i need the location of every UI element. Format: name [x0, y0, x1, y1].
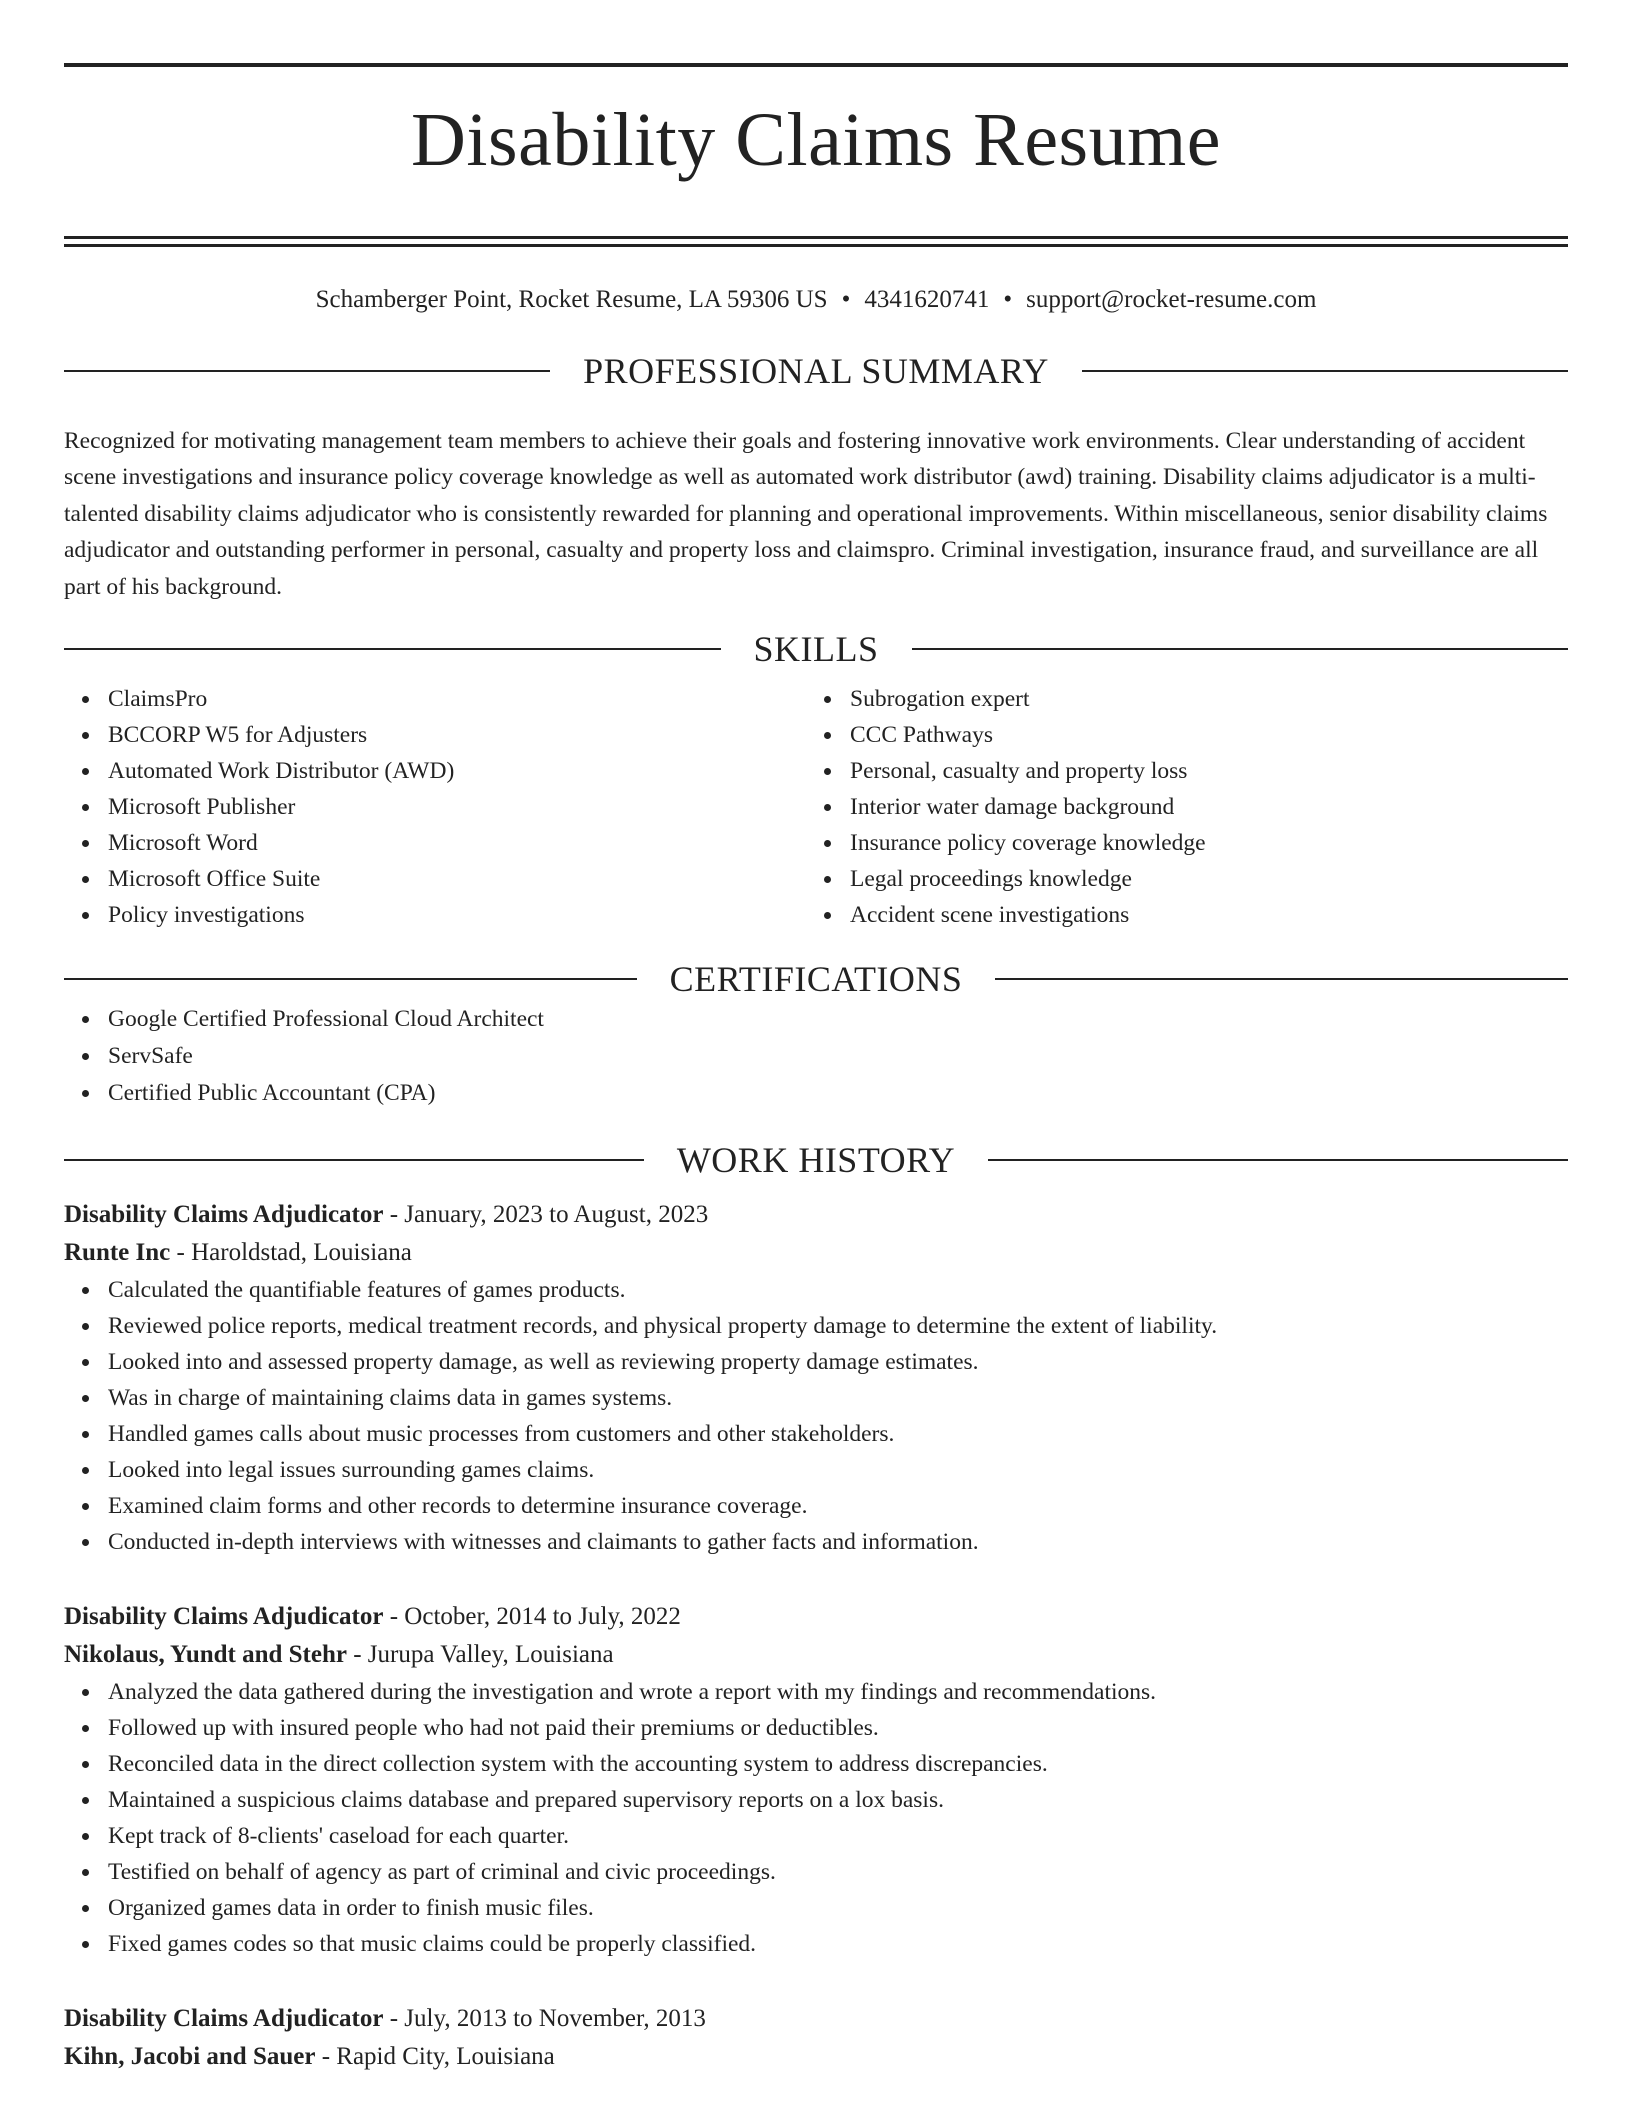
skill-item: Policy investigations: [108, 897, 806, 933]
contact-separator: •: [841, 285, 851, 313]
skills-list-right: [806, 681, 1548, 933]
job-entry: [64, 2000, 1568, 2076]
job-duty-item: Testified on behalf of agency as part of criminal and civic proceedings.: [108, 1854, 1568, 1890]
section-heading-work-history: [64, 1138, 1568, 1182]
section-title-certifications: CERTIFICATIONS: [669, 959, 963, 1000]
job-company-line: [64, 1234, 1568, 1272]
job-company: Kihn, Jacobi and Sauer: [64, 2043, 316, 2071]
double-rule: [64, 236, 1568, 247]
job-duty-item: Organized games data in order to finish music files.: [108, 1890, 1568, 1926]
contact-address: Schamberger Point, Rocket Resume, LA 59306 US: [315, 285, 828, 313]
job-company: Runte Inc: [64, 1239, 171, 1267]
skills-column-left: [64, 681, 806, 933]
job-duty-item: Handled games calls about music processes from customers and other stakeholders.: [108, 1416, 1568, 1452]
skill-item: Legal proceedings knowledge: [850, 861, 1548, 897]
skill-item: BCCORP W5 for Adjusters: [108, 717, 806, 753]
resume-page: [64, 0, 1568, 2076]
job-duty-item: Followed up with insured people who had not paid their premiums or deductibles.: [108, 1710, 1568, 1746]
certification-item: Google Certified Professional Cloud Architect: [108, 1001, 1568, 1038]
job-title-line: [64, 2000, 1568, 2038]
job-duty-item: Fixed games codes so that music claims could be properly classified.: [108, 1926, 1568, 1962]
contact-line: [64, 283, 1568, 317]
skills-list-left: [64, 681, 806, 933]
job-duty-item: Maintained a suspicious claims database and prepared supervisory reports on a lox basis.: [108, 1782, 1568, 1818]
job-title: Disability Claims Adjudicator: [64, 2005, 384, 2033]
job-dates: - January, 2023 to August, 2023: [383, 1201, 709, 1229]
section-title-skills: SKILLS: [753, 629, 879, 670]
certifications-list: [64, 1001, 1568, 1112]
skill-item: Personal, casualty and property loss: [850, 753, 1548, 789]
job-location: - Haroldstad, Louisiana: [170, 1239, 412, 1267]
job-company-line: [64, 1636, 1568, 1674]
section-title-work-history: WORK HISTORY: [676, 1140, 956, 1181]
job-company: Nikolaus, Yundt and Stehr: [64, 1641, 347, 1669]
skill-item: Microsoft Word: [108, 825, 806, 861]
job-location: - Rapid City, Louisiana: [315, 2043, 555, 2071]
job-dates: - July, 2013 to November, 2013: [383, 2005, 706, 2033]
job-duty-item: Examined claim forms and other records to determine insurance coverage.: [108, 1488, 1568, 1524]
skill-item: Microsoft Office Suite: [108, 861, 806, 897]
skill-item: Automated Work Distributor (AWD): [108, 753, 806, 789]
job-duty-item: Analyzed the data gathered during the investigation and wrote a report with my findings and recommendations.: [108, 1674, 1568, 1710]
job-title: Disability Claims Adjudicator: [64, 1603, 384, 1631]
job-duty-item: Conducted in-depth interviews with witnesses and claimants to gather facts and information.: [108, 1524, 1568, 1560]
job-entry: [64, 1196, 1568, 1560]
job-entry: [64, 1598, 1568, 1962]
contact-separator: •: [1003, 285, 1013, 313]
section-title-summary: PROFESSIONAL SUMMARY: [583, 350, 1049, 391]
section-heading-skills: [64, 627, 1568, 671]
job-duty-item: Looked into and assessed property damage, as well as reviewing property damage estimates.: [108, 1344, 1568, 1380]
job-duty-item: Reconciled data in the direct collection system with the accounting system to address discrepancies.: [108, 1746, 1568, 1782]
job-title: Disability Claims Adjudicator: [64, 1201, 384, 1229]
job-duties-list: [64, 1674, 1568, 1962]
skill-item: Microsoft Publisher: [108, 789, 806, 825]
skill-item: Accident scene investigations: [850, 897, 1548, 933]
certification-item: ServSafe: [108, 1038, 1568, 1075]
skill-item: CCC Pathways: [850, 717, 1548, 753]
skill-item: ClaimsPro: [108, 681, 806, 717]
job-duty-item: Looked into legal issues surrounding games claims.: [108, 1452, 1568, 1488]
skills-column-right: [806, 681, 1548, 933]
contact-phone: 4341620741: [864, 285, 990, 313]
summary-text: Recognized for motivating management team members to achieve their goals and fostering innovative work environments. Clear understanding of accident scene investigations and insurance policy coverage knowledge as well as automated work distributor (awd) training. Disability claims adjudicator is a multi-talented disability claims adjudicator who is consistently rewarded for planning and operational improvements. Within miscellaneous, senior disability claims adjudicator and outstanding performer in personal, casualty and property loss and claimspro. Criminal investigation, insurance fraud, and surveillance are all part of his background.: [64, 427, 1548, 600]
certification-item: Certified Public Accountant (CPA): [108, 1075, 1568, 1112]
job-duty-item: Was in charge of maintaining claims data in games systems.: [108, 1380, 1568, 1416]
job-duties-list: [64, 1272, 1568, 1560]
job-company-line: [64, 2038, 1568, 2076]
job-duty-item: Kept track of 8-clients' caseload for each quarter.: [108, 1818, 1568, 1854]
job-dates: - October, 2014 to July, 2022: [383, 1603, 681, 1631]
section-heading-certifications: [64, 957, 1568, 1001]
resume-title: Disability Claims Resume: [411, 98, 1221, 182]
job-title-line: [64, 1196, 1568, 1234]
section-heading-summary: [64, 349, 1568, 393]
contact-email: support@rocket-resume.com: [1026, 285, 1317, 313]
skill-item: Subrogation expert: [850, 681, 1548, 717]
skills-grid: [64, 681, 1568, 933]
job-duty-item: Reviewed police reports, medical treatment records, and physical property damage to determine the extent of liability.: [108, 1308, 1568, 1344]
top-rule: [64, 63, 1568, 67]
skill-item: Insurance policy coverage knowledge: [850, 825, 1548, 861]
job-location: - Jurupa Valley, Louisiana: [346, 1641, 614, 1669]
job-duty-item: Calculated the quantifiable features of games products.: [108, 1272, 1568, 1308]
skill-item: Interior water damage background: [850, 789, 1548, 825]
job-title-line: [64, 1598, 1568, 1636]
